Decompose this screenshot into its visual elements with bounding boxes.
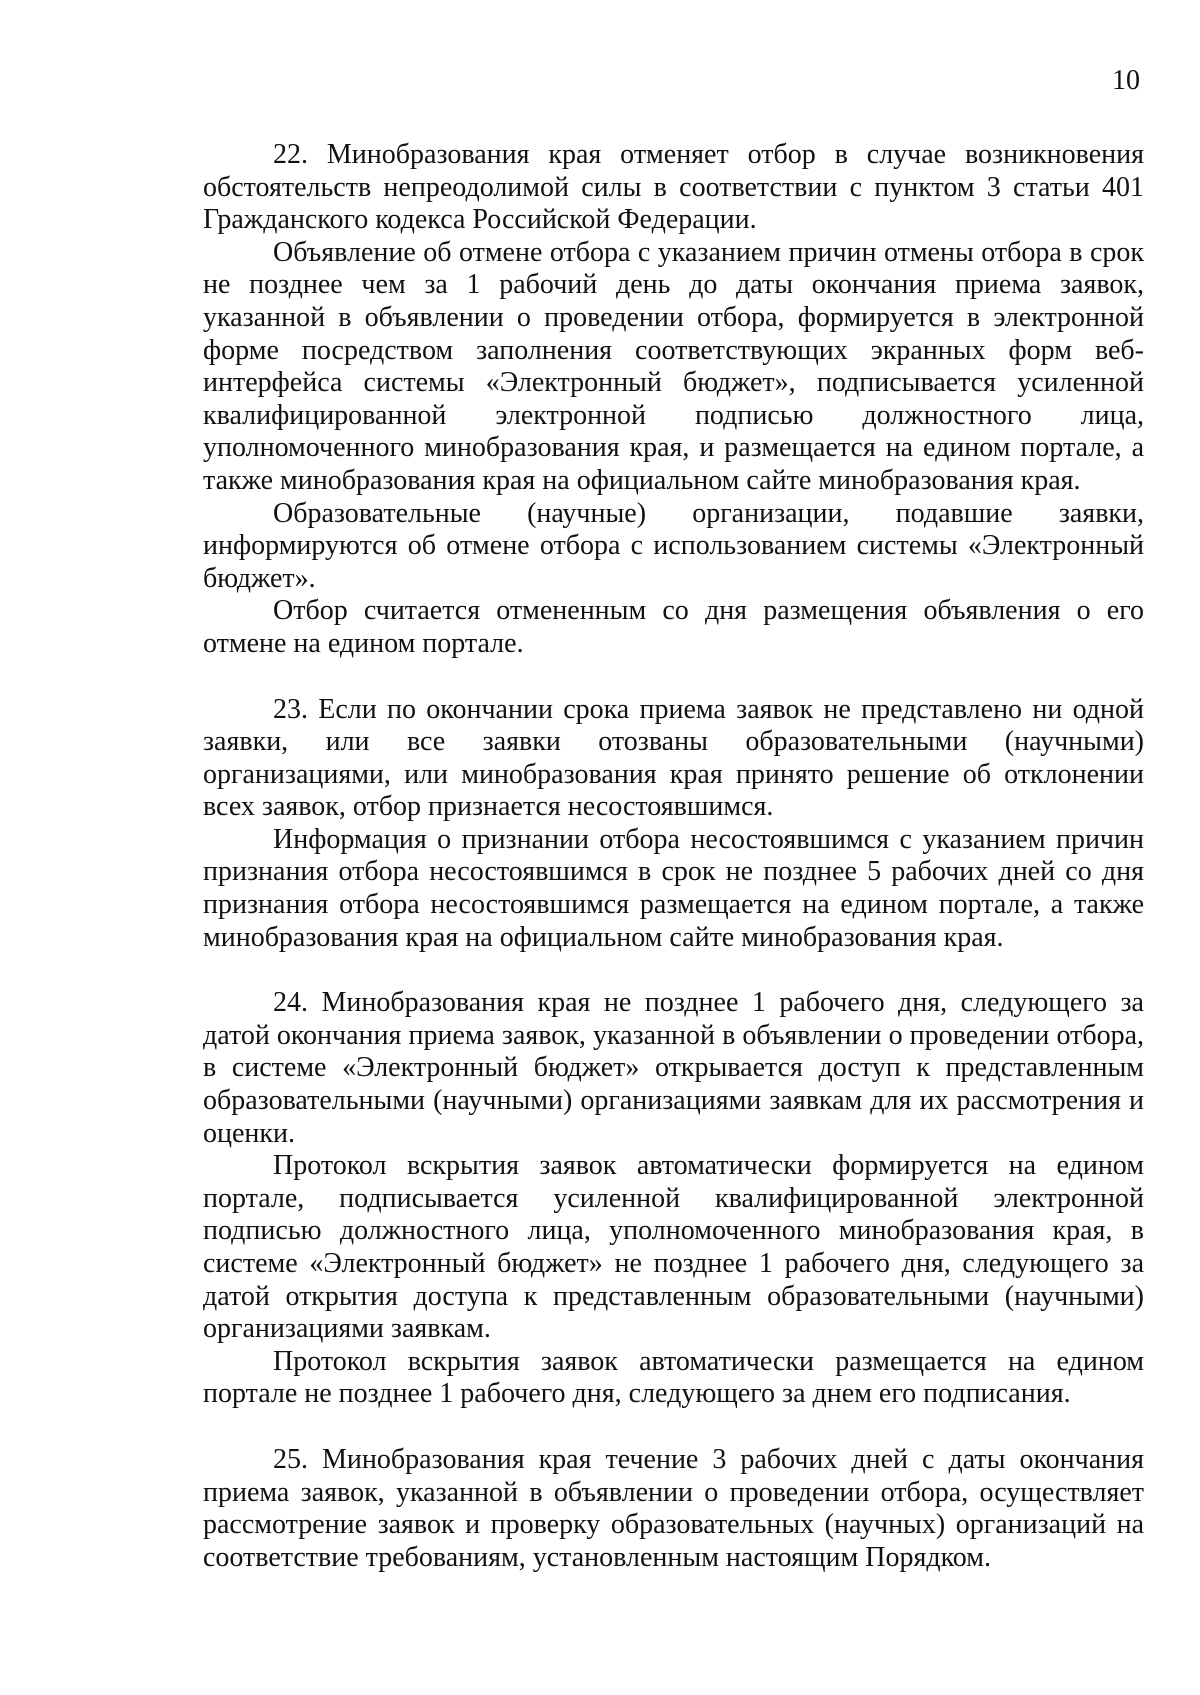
- paragraph: 23. Если по окончании срока приема заявок не представлено ни одной заявки, или все заявки отозваны образовательными (научными) организациями, или минобразования края принято решение об отклонении всех заявок, отбор признается несостоявшимся.: [203, 693, 1144, 823]
- page-number: 10: [1112, 65, 1140, 96]
- document-body: [203, 139, 1144, 1574]
- paragraph: 24. Минобразования края не позднее 1 рабочего дня, следующего за датой окончания приема заявок, указанной в объявлении о проведении отбора, в системе «Электронный бюджет» открывается доступ к представленным образовательными (научными) организациями заявкам для их рассмотрения и оценки.: [203, 987, 1144, 1149]
- paragraph: 25. Минобразования края течение 3 рабочих дней с даты окончания приема заявок, указанной в объявлении о проведении отбора, осуществляет рассмотрение заявок и проверку образовательных (научных) организаций на соответствие требованиям, установленным настоящим Порядком.: [203, 1443, 1144, 1573]
- section-24: [203, 987, 1144, 1411]
- section-25: [203, 1444, 1144, 1574]
- paragraph: Объявление об отмене отбора с указанием причин отмены отбора в срок не позднее чем за 1 рабочий день до даты окончания приема заявок, указанной в объявлении о проведении отбора, формируется в электронной форме посредством заполнения соответствующих экранных форм веб-интерфейса системы «Электронный бюджет», подписывается усиленной квалифицированной электронной подписью должностного лица, уполномоченного минобразования края, и размещается на едином портале, а также минобразования края на официальном сайте минобразования края.: [203, 236, 1144, 496]
- paragraph: Информация о признании отбора несостоявшимся с указанием причин признания отбора несостоявшимся в срок не позднее 5 рабочих дней со дня признания отбора несостоявшимся размещается на едином портале, а также минобразования края на официальном сайте минобразования края.: [203, 823, 1144, 953]
- paragraph: Протокол вскрытия заявок автоматически формируется на едином портале, подписывается усиленной квалифицированной электронной подписью должностного лица, уполномоченного минобразования края, в системе «Электронный бюджет» не позднее 1 рабочего дня, следующего за датой открытия доступа к представленным образовательными (научными) организациями заявкам.: [203, 1150, 1144, 1345]
- paragraph: Образовательные (научные) организации, подавшие заявки, информируются об отмене отбора с использованием системы «Электронный бюджет».: [203, 497, 1144, 594]
- paragraph: 22. Минобразования края отменяет отбор в случае возникновения обстоятельств непреодолимой силы в соответствии с пунктом 3 статьи 401 Гражданского кодекса Российской Федерации.: [203, 139, 1144, 236]
- paragraph: Протокол вскрытия заявок автоматически размещается на едином портале не позднее 1 рабочего дня, следующего за днем его подписания.: [203, 1345, 1144, 1410]
- section-22: [203, 139, 1144, 661]
- paragraph: Отбор считается отмененным со дня размещения объявления о его отмене на едином портале.: [203, 595, 1144, 659]
- section-23: [203, 694, 1144, 955]
